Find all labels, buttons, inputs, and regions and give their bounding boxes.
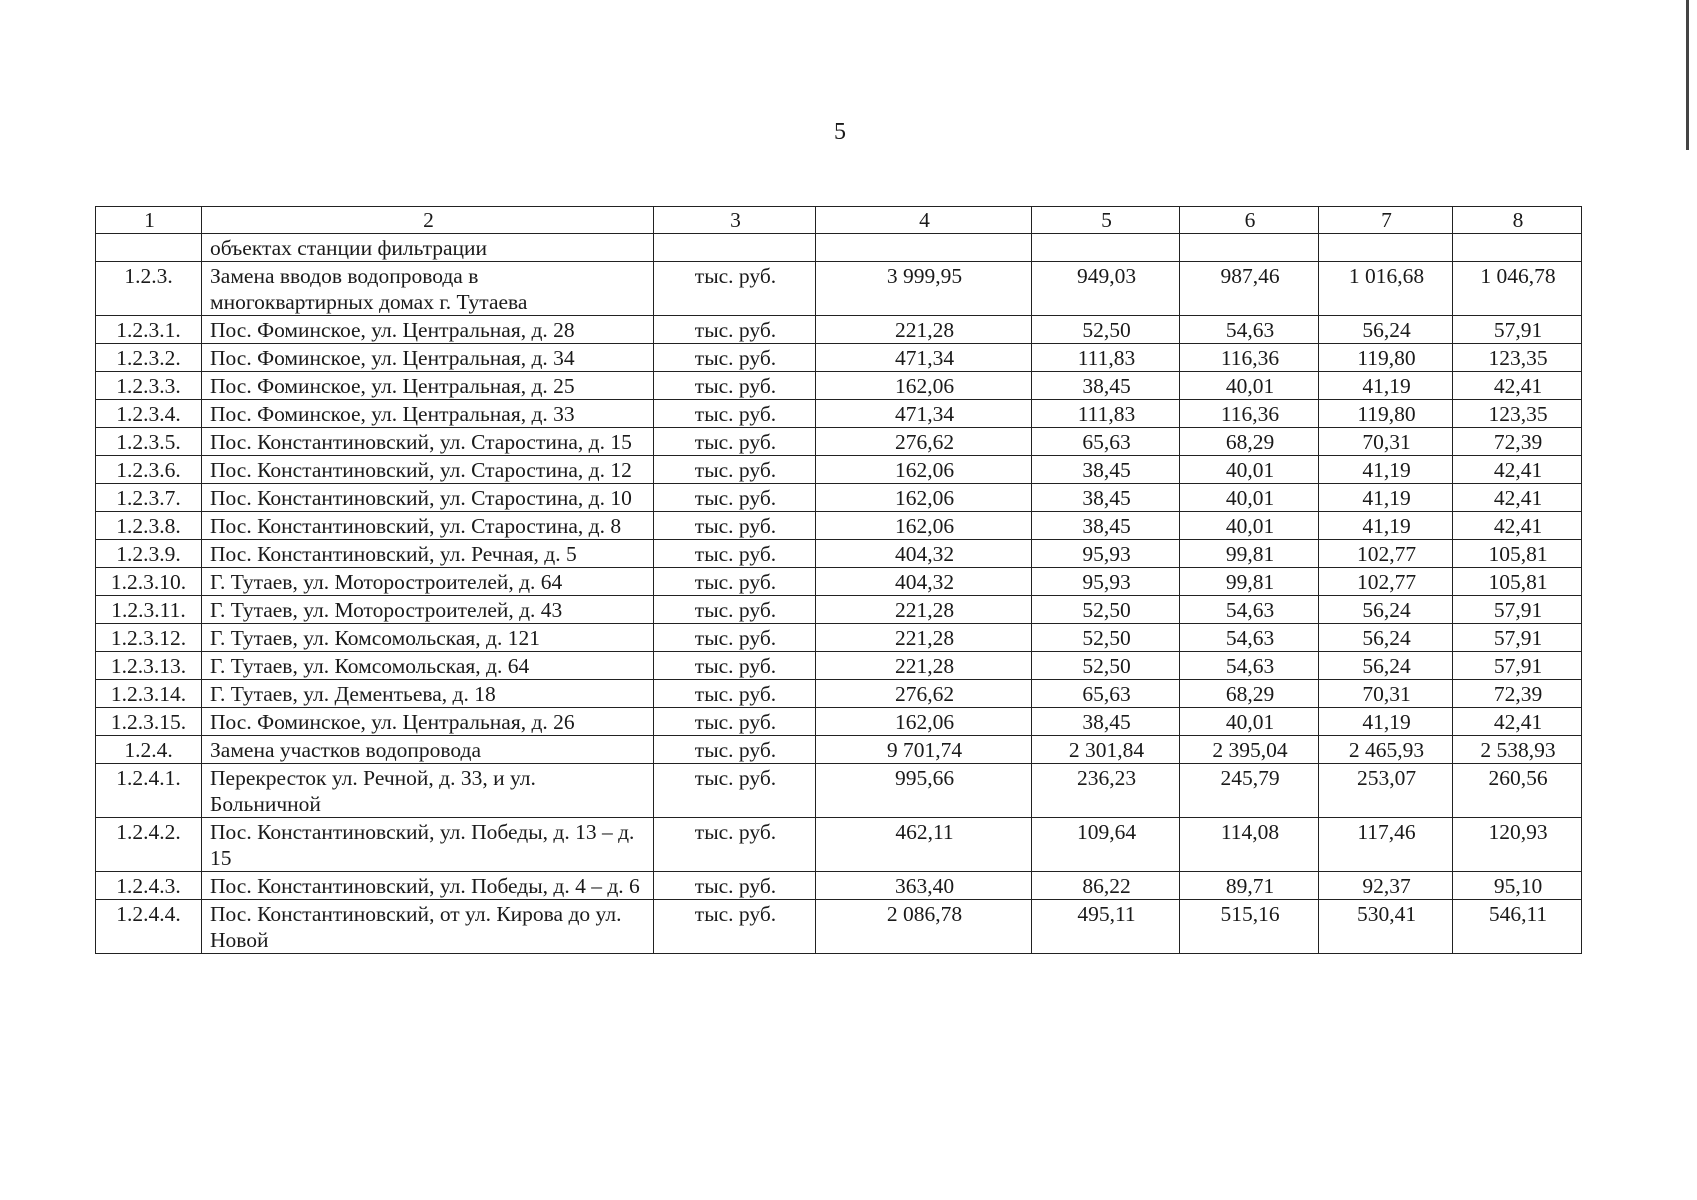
value-cell: 41,19 (1319, 456, 1453, 484)
item-name-cell: Г. Тутаев, ул. Моторостроителей, д. 64 (202, 568, 654, 596)
value-cell: 546,11 (1453, 900, 1582, 954)
item-name-cell: Пос. Константиновский, ул. Старостина, д. 10 (202, 484, 654, 512)
value-cell: 117,46 (1319, 818, 1453, 872)
item-number-cell: 1.2.3.1. (96, 316, 202, 344)
unit-cell: тыс. руб. (654, 764, 816, 818)
unit-cell: тыс. руб. (654, 736, 816, 764)
item-name-cell: Г. Тутаев, ул. Комсомольская, д. 121 (202, 624, 654, 652)
value-cell: 111,83 (1032, 400, 1180, 428)
item-number-cell (96, 234, 202, 262)
value-cell: 515,16 (1180, 900, 1319, 954)
value-cell: 9 701,74 (816, 736, 1032, 764)
value-cell: 57,91 (1453, 316, 1582, 344)
unit-cell (654, 234, 816, 262)
table-row (96, 596, 1582, 624)
value-cell: 114,08 (1180, 818, 1319, 872)
value-cell (1180, 234, 1319, 262)
value-cell: 3 999,95 (816, 262, 1032, 316)
data-table (95, 206, 1582, 954)
value-cell: 95,10 (1453, 872, 1582, 900)
item-number-cell: 1.2.4. (96, 736, 202, 764)
item-name-cell: Пос. Фоминское, ул. Центральная, д. 28 (202, 316, 654, 344)
value-cell: 1 016,68 (1319, 262, 1453, 316)
item-number-cell: 1.2.3.14. (96, 680, 202, 708)
value-cell: 987,46 (1180, 262, 1319, 316)
value-cell: 123,35 (1453, 344, 1582, 372)
value-cell: 54,63 (1180, 596, 1319, 624)
table-row (96, 484, 1582, 512)
table-row (96, 818, 1582, 872)
table-header-row (96, 207, 1582, 234)
value-cell: 56,24 (1319, 316, 1453, 344)
item-number-cell: 1.2.3.7. (96, 484, 202, 512)
table-row (96, 568, 1582, 596)
value-cell: 471,34 (816, 344, 1032, 372)
value-cell: 42,41 (1453, 708, 1582, 736)
value-cell (1319, 234, 1453, 262)
header-cell: 6 (1180, 207, 1319, 234)
table-row (96, 428, 1582, 456)
value-cell: 38,45 (1032, 372, 1180, 400)
header-cell: 2 (202, 207, 654, 234)
value-cell: 221,28 (816, 316, 1032, 344)
value-cell: 57,91 (1453, 652, 1582, 680)
item-number-cell: 1.2.3.15. (96, 708, 202, 736)
value-cell: 40,01 (1180, 484, 1319, 512)
value-cell: 221,28 (816, 652, 1032, 680)
value-cell: 68,29 (1180, 428, 1319, 456)
header-cell: 4 (816, 207, 1032, 234)
unit-cell: тыс. руб. (654, 596, 816, 624)
unit-cell: тыс. руб. (654, 680, 816, 708)
table-row (96, 624, 1582, 652)
table-row (96, 344, 1582, 372)
value-cell: 276,62 (816, 428, 1032, 456)
table-row (96, 900, 1582, 954)
item-number-cell: 1.2.3.11. (96, 596, 202, 624)
value-cell: 162,06 (816, 512, 1032, 540)
value-cell: 102,77 (1319, 568, 1453, 596)
item-number-cell: 1.2.3.8. (96, 512, 202, 540)
item-name-cell: Пос. Константиновский, ул. Победы, д. 4 – д. 6 (202, 872, 654, 900)
item-number-cell: 1.2.3.9. (96, 540, 202, 568)
table-row (96, 372, 1582, 400)
value-cell: 162,06 (816, 372, 1032, 400)
value-cell: 56,24 (1319, 596, 1453, 624)
value-cell: 41,19 (1319, 512, 1453, 540)
table-row (96, 764, 1582, 818)
value-cell: 54,63 (1180, 624, 1319, 652)
value-cell: 52,50 (1032, 652, 1180, 680)
table-row (96, 400, 1582, 428)
item-number-cell: 1.2.3.10. (96, 568, 202, 596)
item-name-cell: объектах станции фильтрации (202, 234, 654, 262)
header-cell: 1 (96, 207, 202, 234)
item-number-cell: 1.2.3. (96, 262, 202, 316)
value-cell: 2 538,93 (1453, 736, 1582, 764)
item-number-cell: 1.2.4.3. (96, 872, 202, 900)
value-cell: 111,83 (1032, 344, 1180, 372)
value-cell: 949,03 (1032, 262, 1180, 316)
item-name-cell: Г. Тутаев, ул. Дементьева, д. 18 (202, 680, 654, 708)
table-row (96, 456, 1582, 484)
value-cell: 221,28 (816, 624, 1032, 652)
value-cell (1032, 234, 1180, 262)
value-cell: 123,35 (1453, 400, 1582, 428)
table-row (96, 540, 1582, 568)
value-cell: 40,01 (1180, 708, 1319, 736)
value-cell: 495,11 (1032, 900, 1180, 954)
unit-cell: тыс. руб. (654, 872, 816, 900)
unit-cell: тыс. руб. (654, 372, 816, 400)
value-cell: 38,45 (1032, 484, 1180, 512)
page-number: 5 (834, 119, 846, 145)
table-row (96, 512, 1582, 540)
item-name-cell: Г. Тутаев, ул. Моторостроителей, д. 43 (202, 596, 654, 624)
value-cell: 38,45 (1032, 708, 1180, 736)
value-cell: 471,34 (816, 400, 1032, 428)
value-cell: 116,36 (1180, 344, 1319, 372)
value-cell: 65,63 (1032, 428, 1180, 456)
item-name-cell: Пос. Константиновский, ул. Победы, д. 13 – д. 15 (202, 818, 654, 872)
value-cell: 70,31 (1319, 428, 1453, 456)
value-cell: 72,39 (1453, 680, 1582, 708)
unit-cell: тыс. руб. (654, 400, 816, 428)
table-row (96, 316, 1582, 344)
value-cell (816, 234, 1032, 262)
item-number-cell: 1.2.3.3. (96, 372, 202, 400)
value-cell: 116,36 (1180, 400, 1319, 428)
value-cell: 236,23 (1032, 764, 1180, 818)
unit-cell: тыс. руб. (654, 568, 816, 596)
value-cell: 89,71 (1180, 872, 1319, 900)
value-cell: 42,41 (1453, 456, 1582, 484)
value-cell: 162,06 (816, 484, 1032, 512)
table-row (96, 872, 1582, 900)
value-cell: 42,41 (1453, 372, 1582, 400)
value-cell: 54,63 (1180, 652, 1319, 680)
value-cell: 120,93 (1453, 818, 1582, 872)
value-cell: 92,37 (1319, 872, 1453, 900)
item-name-cell: Перекресток ул. Речной, д. 33, и ул. Больничной (202, 764, 654, 818)
unit-cell: тыс. руб. (654, 316, 816, 344)
table-row (96, 680, 1582, 708)
value-cell: 995,66 (816, 764, 1032, 818)
item-name-cell: Пос. Фоминское, ул. Центральная, д. 25 (202, 372, 654, 400)
unit-cell: тыс. руб. (654, 344, 816, 372)
table-row (96, 234, 1582, 262)
value-cell: 2 395,04 (1180, 736, 1319, 764)
table-row (96, 736, 1582, 764)
table-row (96, 262, 1582, 316)
value-cell: 2 301,84 (1032, 736, 1180, 764)
value-cell: 119,80 (1319, 344, 1453, 372)
value-cell: 109,64 (1032, 818, 1180, 872)
value-cell: 86,22 (1032, 872, 1180, 900)
value-cell: 99,81 (1180, 540, 1319, 568)
table-row (96, 652, 1582, 680)
value-cell: 2 086,78 (816, 900, 1032, 954)
item-name-cell: Пос. Фоминское, ул. Центральная, д. 33 (202, 400, 654, 428)
value-cell: 68,29 (1180, 680, 1319, 708)
value-cell: 2 465,93 (1319, 736, 1453, 764)
value-cell: 363,40 (816, 872, 1032, 900)
item-name-cell: Пос. Фоминское, ул. Центральная, д. 34 (202, 344, 654, 372)
value-cell: 41,19 (1319, 372, 1453, 400)
value-cell: 52,50 (1032, 596, 1180, 624)
item-name-cell: Пос. Константиновский, ул. Старостина, д. 12 (202, 456, 654, 484)
item-name-cell: Пос. Константиновский, от ул. Кирова до ул. Новой (202, 900, 654, 954)
value-cell: 70,31 (1319, 680, 1453, 708)
value-cell: 95,93 (1032, 540, 1180, 568)
value-cell: 57,91 (1453, 624, 1582, 652)
value-cell: 119,80 (1319, 400, 1453, 428)
value-cell: 162,06 (816, 708, 1032, 736)
header-cell: 5 (1032, 207, 1180, 234)
item-number-cell: 1.2.3.12. (96, 624, 202, 652)
value-cell: 462,11 (816, 818, 1032, 872)
value-cell: 105,81 (1453, 540, 1582, 568)
scan-edge-line (1686, 0, 1689, 150)
unit-cell: тыс. руб. (654, 484, 816, 512)
item-name-cell: Замена вводов водопровода в многоквартирных домах г. Тутаева (202, 262, 654, 316)
item-name-cell: Пос. Фоминское, ул. Центральная, д. 26 (202, 708, 654, 736)
unit-cell: тыс. руб. (654, 540, 816, 568)
value-cell: 1 046,78 (1453, 262, 1582, 316)
value-cell: 56,24 (1319, 624, 1453, 652)
value-cell: 404,32 (816, 568, 1032, 596)
item-number-cell: 1.2.4.1. (96, 764, 202, 818)
value-cell: 41,19 (1319, 484, 1453, 512)
value-cell: 54,63 (1180, 316, 1319, 344)
unit-cell: тыс. руб. (654, 456, 816, 484)
value-cell: 40,01 (1180, 456, 1319, 484)
item-name-cell: Замена участков водопровода (202, 736, 654, 764)
table-row (96, 708, 1582, 736)
value-cell: 42,41 (1453, 512, 1582, 540)
item-number-cell: 1.2.3.2. (96, 344, 202, 372)
unit-cell: тыс. руб. (654, 512, 816, 540)
value-cell: 105,81 (1453, 568, 1582, 596)
item-name-cell: Пос. Константиновский, ул. Старостина, д. 8 (202, 512, 654, 540)
value-cell: 72,39 (1453, 428, 1582, 456)
value-cell: 52,50 (1032, 316, 1180, 344)
value-cell: 102,77 (1319, 540, 1453, 568)
value-cell: 41,19 (1319, 708, 1453, 736)
value-cell: 95,93 (1032, 568, 1180, 596)
value-cell: 57,91 (1453, 596, 1582, 624)
value-cell: 65,63 (1032, 680, 1180, 708)
item-name-cell: Г. Тутаев, ул. Комсомольская, д. 64 (202, 652, 654, 680)
item-number-cell: 1.2.4.2. (96, 818, 202, 872)
header-cell: 3 (654, 207, 816, 234)
value-cell: 253,07 (1319, 764, 1453, 818)
value-cell: 276,62 (816, 680, 1032, 708)
value-cell: 245,79 (1180, 764, 1319, 818)
item-name-cell: Пос. Константиновский, ул. Речная, д. 5 (202, 540, 654, 568)
value-cell: 99,81 (1180, 568, 1319, 596)
value-cell: 38,45 (1032, 512, 1180, 540)
unit-cell: тыс. руб. (654, 652, 816, 680)
unit-cell: тыс. руб. (654, 708, 816, 736)
item-number-cell: 1.2.3.4. (96, 400, 202, 428)
value-cell: 38,45 (1032, 456, 1180, 484)
value-cell: 260,56 (1453, 764, 1582, 818)
header-cell: 7 (1319, 207, 1453, 234)
item-number-cell: 1.2.4.4. (96, 900, 202, 954)
unit-cell: тыс. руб. (654, 818, 816, 872)
value-cell: 221,28 (816, 596, 1032, 624)
item-name-cell: Пос. Константиновский, ул. Старостина, д. 15 (202, 428, 654, 456)
value-cell (1453, 234, 1582, 262)
value-cell: 56,24 (1319, 652, 1453, 680)
value-cell: 42,41 (1453, 484, 1582, 512)
unit-cell: тыс. руб. (654, 624, 816, 652)
value-cell: 40,01 (1180, 372, 1319, 400)
value-cell: 530,41 (1319, 900, 1453, 954)
unit-cell: тыс. руб. (654, 428, 816, 456)
item-number-cell: 1.2.3.5. (96, 428, 202, 456)
unit-cell: тыс. руб. (654, 262, 816, 316)
value-cell: 404,32 (816, 540, 1032, 568)
unit-cell: тыс. руб. (654, 900, 816, 954)
value-cell: 162,06 (816, 456, 1032, 484)
item-number-cell: 1.2.3.6. (96, 456, 202, 484)
item-number-cell: 1.2.3.13. (96, 652, 202, 680)
value-cell: 52,50 (1032, 624, 1180, 652)
header-cell: 8 (1453, 207, 1582, 234)
value-cell: 40,01 (1180, 512, 1319, 540)
